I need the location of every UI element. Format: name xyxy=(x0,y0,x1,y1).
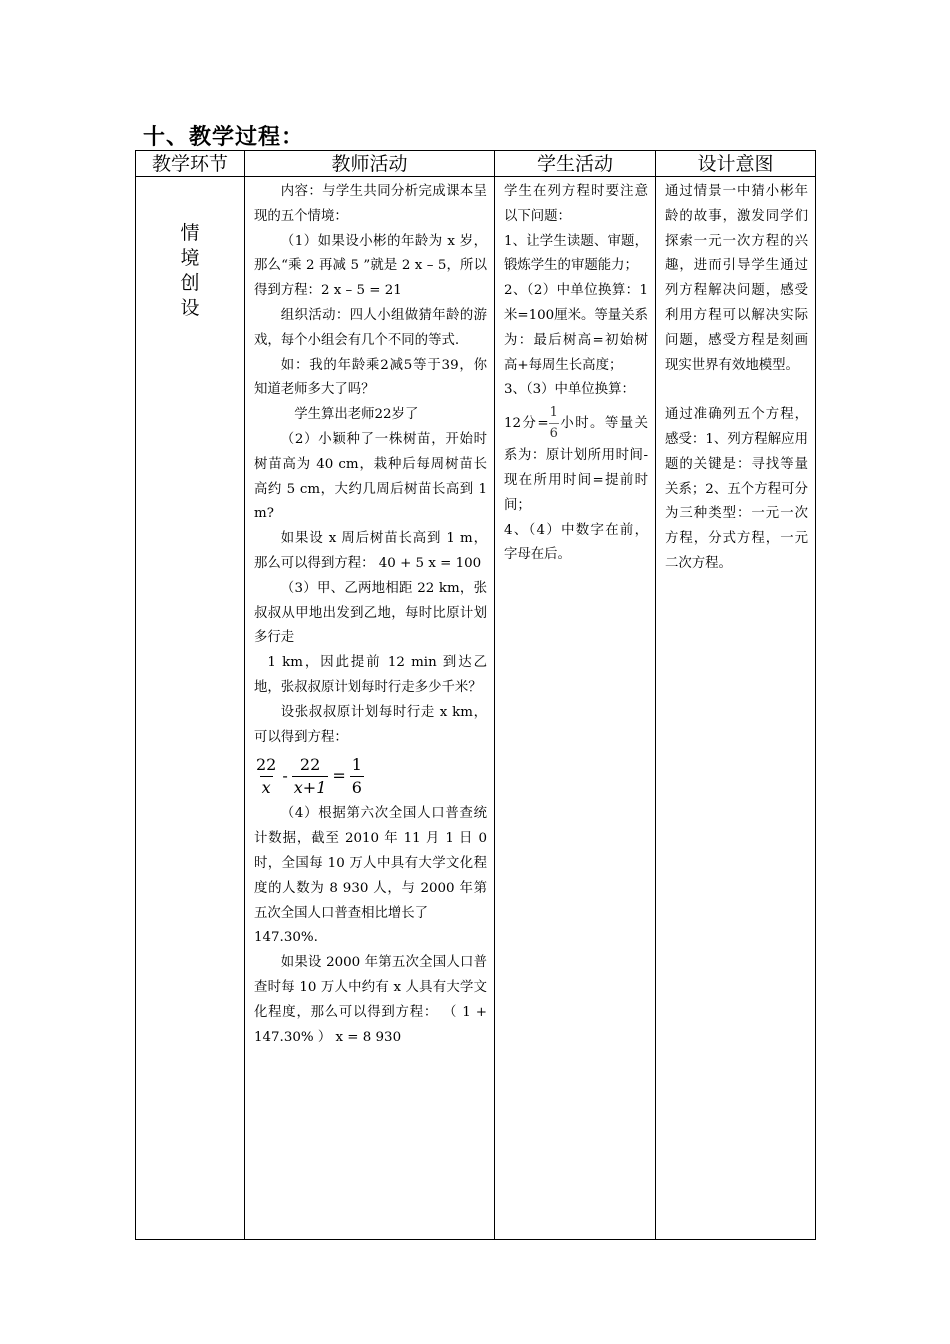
denominator: 6 xyxy=(549,423,559,444)
stage-char: 创 xyxy=(180,272,200,294)
student-paragraph: 2、（2）中单位换算：1米=100厘米。等量关系为：最后树高=初始树高+每周生长高度； xyxy=(504,283,648,373)
stage-char: 境 xyxy=(180,247,200,269)
header-stage: 教学环节 xyxy=(136,151,245,177)
numerator: 1 xyxy=(549,405,558,421)
teacher-paragraph: 设张叔叔原计划每时行走 x km，可以得到方程： xyxy=(254,704,487,745)
intent-paragraph: 通过准确列五个方程，感受：1、列方程解应用题的关键是：寻找等量关系；2、五个方程可分为三种类型：一元一次方程，分式方程，一元二次方程。 xyxy=(665,407,808,571)
teacher-activity-cell xyxy=(245,177,495,1240)
equals-sign: = xyxy=(332,765,346,785)
numerator: 22 xyxy=(299,754,321,774)
section-title: 十、教学过程： xyxy=(143,124,305,150)
fraction-equation xyxy=(254,750,487,802)
teacher-paragraph: 学生算出老师22岁了 xyxy=(294,407,419,423)
student-paragraph xyxy=(504,403,648,518)
teacher-paragraph: （3）甲、乙两地相距 22 km，张叔叔从甲地出发到乙地，每时比原计划多行走 xyxy=(254,580,487,646)
teacher-paragraph: 如果设 2000 年第五次全国人口普查时每 10 万人中约有 x 人具有大学文化程度，那么可以得到方程： （ 1 + 147.30% ） x = 8 930 xyxy=(254,955,487,1045)
student-text: 12分= xyxy=(504,416,549,432)
teacher-paragraph: 如果设 x 周后树苗长高到 1 m，那么可以得到方程： 40 + 5 x = 100 xyxy=(254,531,487,571)
student-paragraph: 学生在列方程时要注意以下问题： xyxy=(504,184,648,224)
header-row xyxy=(136,151,816,177)
denominator: 6 xyxy=(351,777,362,797)
denominator: x xyxy=(261,777,271,797)
stage-cell xyxy=(136,177,245,1240)
header-teacher-activity: 教师活动 xyxy=(245,151,495,177)
table-row xyxy=(136,177,816,1240)
teacher-paragraph: （4）根据第六次全国人口普查统计数据，截至 2010 年 11 月 1 日 0 时，全国每 10 万人中具有大学文化程度的人数为 8 930 人，与 2000 年第五次全国人口普查相比增长了 xyxy=(254,806,487,921)
design-intent-cell xyxy=(656,177,816,1240)
stage-char: 情 xyxy=(180,222,200,244)
fraction xyxy=(350,754,364,799)
teacher-paragraph: （2）小颖种了一株树苗，开始时树苗高为 40 cm，栽种后每周树苗长高约 5 cm，大约几周后树苗长高到 1 m? xyxy=(254,431,487,522)
header-design-intent: 设计意图 xyxy=(656,151,816,177)
header-student-activity: 学生活动 xyxy=(495,151,656,177)
student-activity-cell xyxy=(495,177,656,1240)
numerator: 1 xyxy=(351,754,362,774)
teacher-paragraph: 147.30%. xyxy=(254,930,318,946)
student-paragraph: 4、（4）中数字在前，字母在后。 xyxy=(504,522,648,563)
teacher-paragraph: 组织活动：四人小组做猜年龄的游戏，每个小组会有几个不同的等式. xyxy=(254,307,487,348)
teacher-paragraph: 1 km，因此提前 12 min 到达乙地，张叔叔原计划每时行走多少千米？ xyxy=(254,655,487,695)
student-paragraph: 1、让学生读题、审题，锻炼学生的审题能力； xyxy=(504,233,648,274)
numerator: 22 xyxy=(256,754,277,774)
fraction xyxy=(549,403,559,444)
fraction xyxy=(292,754,329,799)
teacher-paragraph: 如：我的年龄乘2减5等于39，你知道老师多大了吗？ xyxy=(254,357,487,398)
paragraph-gap xyxy=(665,378,808,403)
fraction xyxy=(254,754,278,799)
teaching-process-table xyxy=(135,150,816,1240)
minus-sign: - xyxy=(282,765,288,785)
student-paragraph: 3、（3）中单位换算： xyxy=(504,382,635,398)
intent-paragraph: 通过情景一中猜小彬年龄的故事，激发同学们探索一元一次方程的兴趣，进而引导学生通过列方程解决问题，感受利用方程可以解决实际问题，感受方程是刻画现实世界有效地模型。 xyxy=(665,184,808,373)
teacher-paragraph: 内容：与学生共同分析完成课本呈现的五个情境： xyxy=(254,184,487,224)
stage-char: 设 xyxy=(180,297,200,319)
denominator: x+1 xyxy=(293,777,327,797)
teacher-paragraph: （1）如果设小彬的年龄为 x 岁，那么“乘 2 再减 5 ”就是 2 x – 5，所以得到方程：2 x – 5 = 21 xyxy=(254,233,487,299)
student-text: 小时。等量关系为：原计划所用时间-现在所用时间=提前时间； xyxy=(504,416,649,513)
